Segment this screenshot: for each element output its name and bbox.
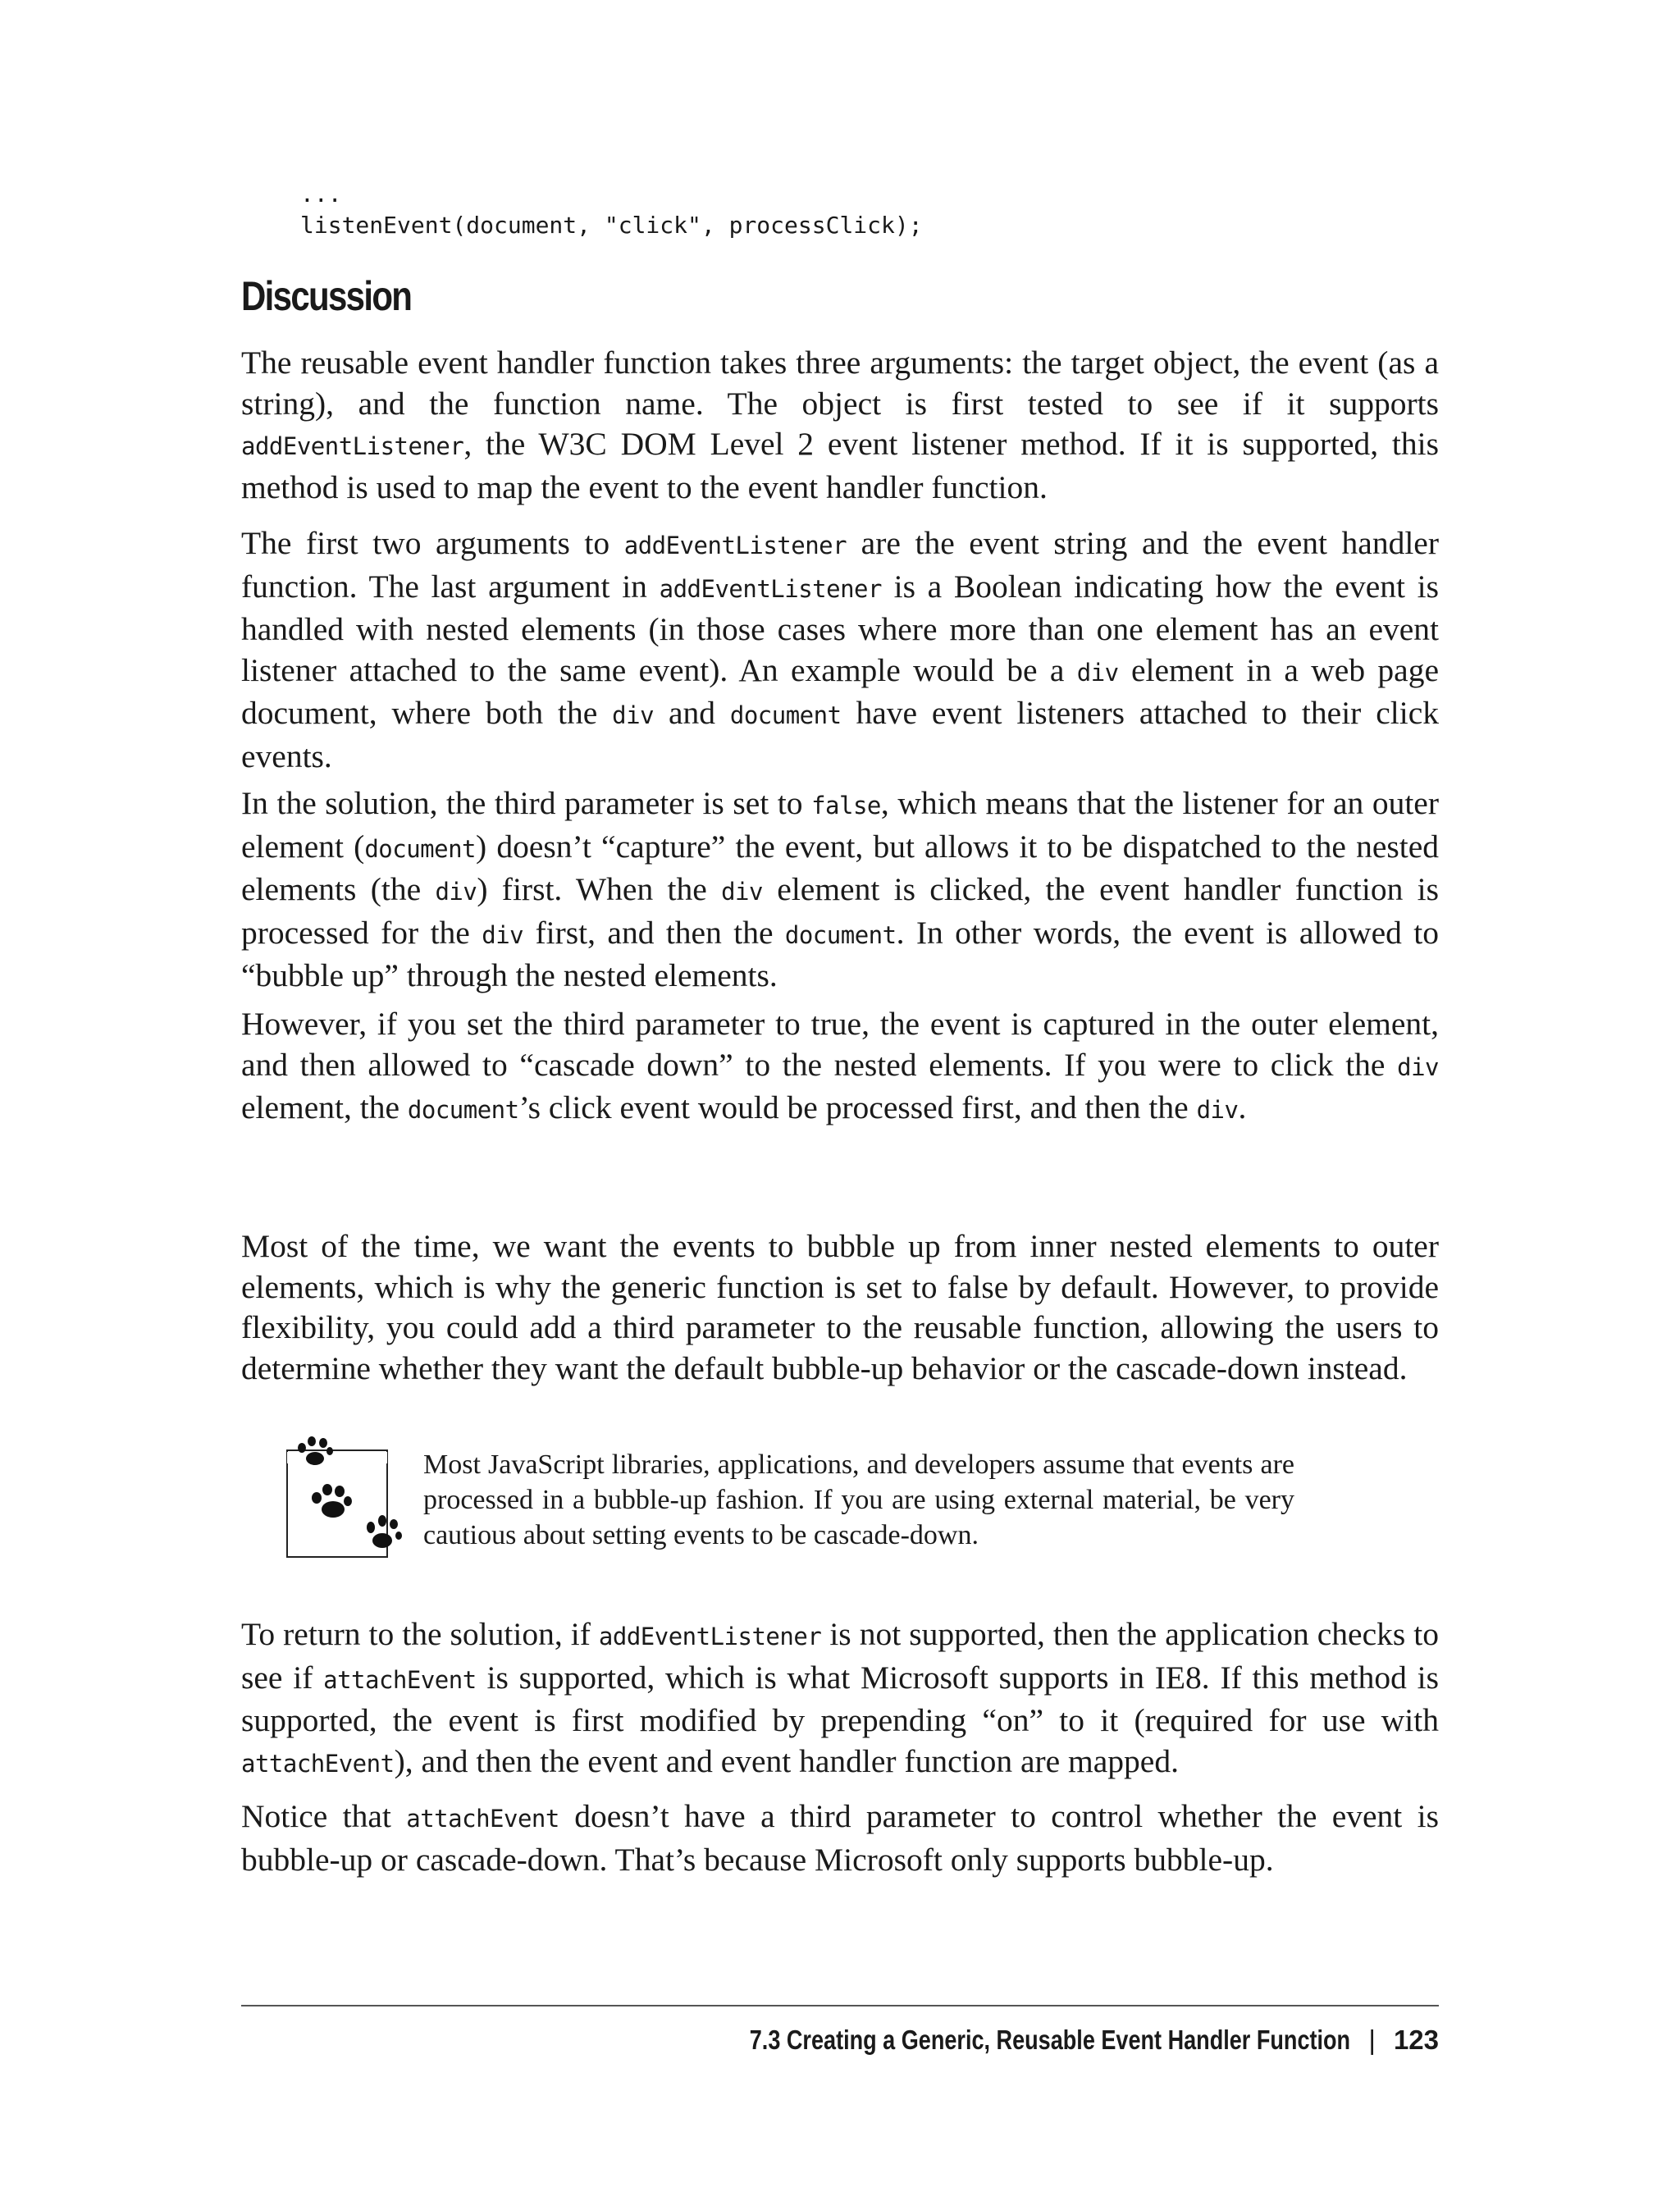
text-run: doesn’t have a third parameter to control whether the event is bubble-up or cascade-down. That’s because Microsoft only supports bubble-up. — [241, 1798, 1439, 1878]
running-footer — [618, 2020, 1439, 2061]
text-run: . — [1238, 1089, 1247, 1125]
code-listen-event-call: listenEvent(document, "click", processClick); — [300, 212, 923, 239]
text-run: is not supported, then the application checks to see if — [241, 1616, 1439, 1696]
text-run: . In other words, the event is allowed to “bubble up” through the nested elements. — [241, 914, 1439, 993]
inline-code: addEventListener — [623, 532, 847, 559]
inline-code: document — [729, 701, 842, 729]
note-text: Most JavaScript libraries, applications, and developers assume that events are processed in a bubble-up fashion. If you are using external material, be very cautious about setting events to be cascade-down. — [423, 1449, 1294, 1550]
inline-code: addEventListener — [598, 1623, 822, 1650]
text-run: In the solution, the third parameter is set to — [241, 785, 812, 821]
inline-code: addEventListener — [659, 574, 882, 603]
inline-code: attachEvent — [406, 1805, 559, 1833]
footer-chapter-title: 7.3 Creating a Generic, Reusable Event Handler Function — [750, 2025, 1351, 2055]
footer-rule — [241, 2005, 1439, 2006]
paragraph — [241, 783, 1439, 997]
inline-code: div — [612, 701, 655, 729]
paragraph — [241, 1004, 1439, 1131]
text-run: have event listeners attached to their click events. — [241, 695, 1439, 774]
inline-code: attachEvent — [241, 1749, 395, 1778]
inline-code: false — [811, 792, 881, 819]
inline-code: div — [435, 878, 477, 906]
paragraph — [241, 343, 1439, 508]
text-run: is supported, which is what Microsoft supports in IE8. If this method is supported, the event is first modified by prepending “on” to it (required for use with — [241, 1659, 1439, 1738]
inline-code: document — [407, 1096, 519, 1124]
inline-code: div — [1196, 1096, 1239, 1124]
text-run: To return to the solution, if — [241, 1616, 599, 1652]
text-run: are the event string and the event handler function. The last argument in — [241, 525, 1439, 605]
inline-code: div — [1076, 658, 1119, 687]
code-snippet — [300, 179, 923, 241]
paragraph — [241, 1796, 1439, 1880]
inline-code: div — [721, 878, 763, 906]
inline-code: document — [784, 920, 897, 949]
footer-separator: | — [1368, 2025, 1376, 2055]
text-run: is a Boolean indicating how the event is handled with nested elements (in those cases where more than one element has an event listener attached to the same event). An example would be a — [241, 568, 1439, 688]
text-run: first, and then the — [523, 914, 785, 951]
text-run: However, if you set the third parameter to true, the event is captured in the outer element, and then allowed to “cascade down” to the nested elements. If you were to click the — [241, 1006, 1439, 1083]
section-heading: Discussion — [241, 273, 412, 319]
inline-code: addEventListener — [241, 432, 464, 460]
inline-code: div — [482, 920, 524, 949]
text-run: , the W3C DOM Level 2 event listener method. If it is supported, this method is used to map the event to the event handler function. — [241, 426, 1439, 505]
paw-prints-icon — [282, 1426, 422, 1565]
code-ellipsis: ... — [300, 180, 342, 208]
inline-code: attachEvent — [323, 1665, 477, 1694]
text-run: Notice that — [241, 1798, 407, 1834]
text-run: The first two arguments to — [241, 525, 624, 561]
page-number: 123 — [1393, 2025, 1439, 2055]
paragraph — [241, 1614, 1439, 1784]
text-run: element, the — [241, 1089, 408, 1125]
text-run: and — [654, 695, 730, 731]
note-callout — [282, 1426, 1299, 1565]
text-run: The reusable event handler function takes three arguments: the target object, the event (as a string), and the function name. The object is first tested to see if it supports — [241, 345, 1439, 422]
text-run: Most of the time, we want the events to bubble up from inner nested elements to outer elements, which is why the generic function is set to false by default. However, to provide flexibility, you could add a third parameter to the reusable function, allowing the users to determine whether they want the default bubble-up behavior or the cascade-down instead. — [241, 1228, 1439, 1386]
paragraph — [241, 523, 1439, 777]
text-run: ), and then the event and event handler function are mapped. — [394, 1742, 1179, 1779]
text-run: ) first. When the — [477, 871, 722, 907]
text-run: element in a web page document, where both the — [241, 651, 1439, 731]
inline-code: div — [1397, 1052, 1439, 1081]
text-run: element is clicked, the event handler function is processed for the — [241, 871, 1439, 951]
inline-code: document — [364, 834, 477, 863]
text-run: ’s click event would be processed first, and then the — [518, 1089, 1197, 1125]
paragraph — [241, 1226, 1439, 1389]
text-run: ) doesn’t “capture” the event, but allows it to be dispatched to the nested elements (the — [241, 828, 1439, 907]
text-run: , which means that the listener for an outer element ( — [241, 785, 1439, 865]
